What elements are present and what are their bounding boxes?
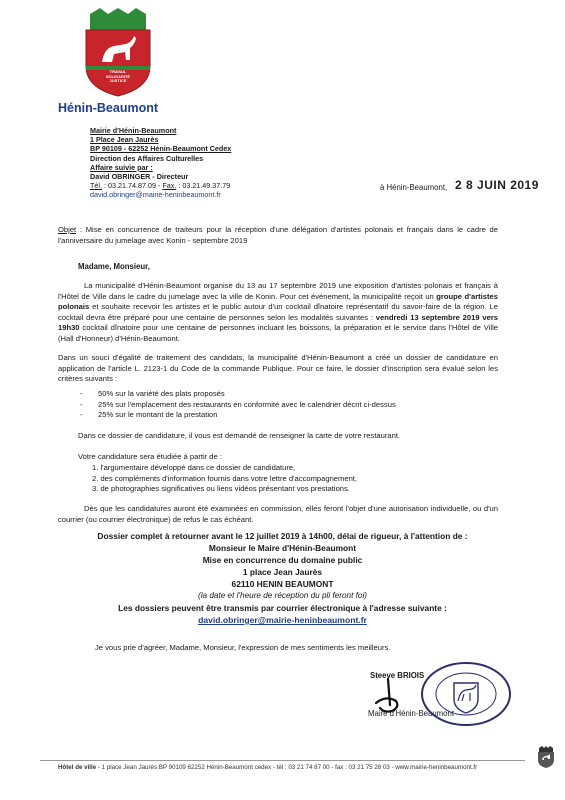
phone-label: Tél. [90, 181, 102, 191]
crest-motto-2: SOLIDARITÉ [105, 73, 131, 79]
crest-motto-1: TRAVAIL [109, 69, 127, 74]
sender-contact: David OBRINGER - Directeur [90, 172, 189, 182]
object-text: : Mise en concurrence de traiteurs pour la réception d'une délégation d'artistes polonais et français dans le cadre de l'anniversaire du jumelage avec Konin - septembre 2019 [58, 225, 498, 245]
official-seal [420, 661, 512, 727]
paragraph-evaluation: Votre candidature sera étudiée à partir de : [78, 452, 222, 461]
crest-shield-icon [80, 8, 156, 98]
steps-list [92, 463, 502, 495]
footer-label: Hôtel de ville [58, 764, 97, 771]
footer-text: - 1 place Jean Jaurès BP 90109 62252 Hénin-Beaumont cedex - tél : 03 21 74 87 00 - fax : 03 21 75 28 03 - www.mairie-heninbeaumont.fr [96, 764, 478, 771]
salutation: Madame, Monsieur, [78, 262, 150, 271]
sender-address2: BP 90109 - 62252 Hénin-Beaumont Cedex [90, 144, 232, 154]
sender-department: Direction des Affaires Culturelles [90, 153, 204, 163]
p1-bold-group: groupe d'artistes polonais [58, 291, 498, 312]
sender-address1: 1 Place Jean Jaurès [90, 135, 159, 145]
town-name: Hénin-Beaumont [58, 101, 158, 115]
p1-part-c: et souhaite recevoir les artistes et le public autour d'un cocktail dînatoire représentatif du savoir-faire de la région. Le cocktail devra être préparé pour une centaine de personnes selon les modalités suivantes : [58, 302, 498, 322]
footer-line [58, 764, 528, 772]
step-item: 1. l'argumentaire développé dans ce dossier de candidature, [92, 463, 296, 472]
paragraph-event [58, 281, 498, 345]
p1-part-e: cocktail dînatoire pour une centaine de personnes incluant les boissons, la préparation et le service dans l'Hôtel de Ville (Hall d'Honneur) d'Hénin-Beaumont. [58, 323, 498, 343]
paragraph-criteria-intro: Dans un souci d'égalité de traitement des candidats, la municipalité d'Hénin-Beaumont a créé un dossier de candidature en application de l'article L. 2123-1 du Code de la commande Publique. Pour ce faire, le dossier d'inscription sera évalué selon les critères suivants : [58, 353, 498, 384]
submission-subject: Mise en concurrence du domaine public [202, 555, 363, 565]
submission-recipient: Monsieur le Maire d'Hénin-Beaumont [208, 543, 357, 553]
step-item: 2. des compléments d'information fournis dans votre lettre d'accompagnement, [92, 473, 358, 483]
paragraph-commission: Dès que les candidatures auront été examinées en commission, elles feront l'objet d'une autorisation individuelle, ou d'un courrier (ou courrier électronique) de refus le cas échéant. [58, 504, 498, 524]
criteria-list [80, 389, 500, 421]
sender-org: Mairie d'Hénin-Beaumont [90, 126, 177, 135]
followed-label: Affaire suivie par : [90, 162, 153, 172]
submission-email-intro: Les dossiers peuvent être transmis par courrier électronique à l'adresse suivante : [118, 603, 447, 613]
sender-phone-line [90, 181, 340, 190]
submission-street: 1 place Jean Jaurès [242, 567, 323, 577]
criteria-item: - 50% sur la variété des plats proposés [80, 389, 225, 398]
signatory-title: Maire d'Hénin-Beaumont [368, 709, 454, 718]
submission-note: (la date et l'heure de réception du pli feront foi) [197, 591, 368, 600]
submission-deadline: Dossier complet à retourner avant le 12 juillet 2019 à 14h00, délai de rigueur, à l'attention de : [97, 531, 468, 541]
step-item: 3. de photographies significatives ou liens vidéos présentant vos prestations. [92, 484, 350, 494]
sender-block [90, 126, 340, 200]
closing-line: Je vous prie d'agréer, Madame, Monsieur, l'expression de mes sentiments les meilleurs. [95, 643, 391, 652]
fax-value: : 03.21.49.37.79 [178, 181, 231, 191]
footer-crest-icon [537, 746, 555, 768]
object-line [58, 225, 498, 246]
object-label: Objet [58, 225, 77, 234]
date-place: à Hénin-Beaumont, [380, 183, 448, 192]
sender-email[interactable]: david.obringer@mairie-heninbeaumont.fr [90, 190, 221, 200]
fax-label: Fax. [162, 181, 177, 191]
paragraph-menu: Dans ce dossier de candidature, il vous est demandé de renseigner la carte de votre restaurant. [78, 431, 401, 440]
phone-value: : 03.21.74.87.09 - [103, 181, 161, 191]
date-stamp: 2 8 JUIN 2019 [455, 178, 539, 192]
footer-rule [40, 760, 525, 761]
criteria-item: - 25% sur l'emplacement des restaurants en conformité avec le calendrier décrit ci-dessus [80, 399, 396, 409]
submission-city: 62110 HENIN BEAUMONT [231, 579, 334, 589]
criteria-item: - 25% sur le montant de la prestation [80, 410, 218, 420]
p1-bold-date: vendredi 13 septembre 2019 vers 19h30 [58, 312, 498, 333]
crest-motto-3: JUSTICE [109, 78, 127, 84]
signatory-name: Steeve BRIOIS [370, 671, 425, 680]
seal-stamp-icon [420, 661, 512, 727]
submission-email-link[interactable]: david.obringer@mairie-heninbeaumont.fr [198, 615, 367, 625]
p1-part-a: La municipalité d'Hénin-Beaumont organise du 13 au 17 septembre 2019 une exposition d'artistes polonais et français à l'Hôtel de Ville dans le cadre du jumelage avec la ville de Konin. Pour cet événement, la municipalité reçoit un [58, 281, 498, 301]
town-crest [80, 8, 156, 98]
